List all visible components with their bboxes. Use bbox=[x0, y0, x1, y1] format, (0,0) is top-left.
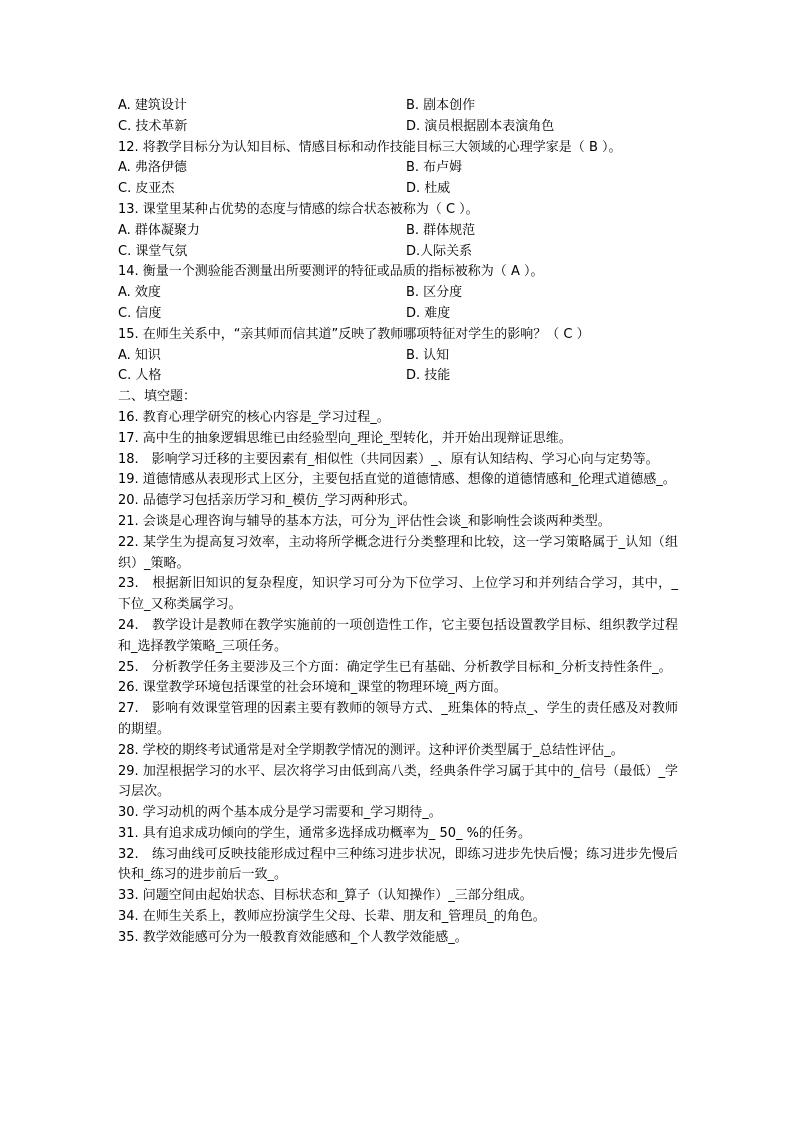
section-heading: 二、填空题： bbox=[118, 389, 197, 405]
option-c: C. 皮亚杰 bbox=[118, 181, 175, 197]
option-d: D. 难度 bbox=[406, 305, 451, 321]
question-13-stem: 13. 课堂里某种占优势的态度与情感的综合状态被称为（ C ）。 bbox=[118, 201, 479, 217]
option-row bbox=[118, 346, 678, 367]
option-row bbox=[118, 96, 678, 117]
option-c: C. 技术革新 bbox=[118, 118, 188, 134]
option-b: B. 区分度 bbox=[406, 285, 463, 301]
option-c: C. 信度 bbox=[118, 305, 162, 321]
fill-question-20: 20. 品德学习包括亲历学习和_模仿_学习两种形式。 bbox=[118, 493, 416, 509]
option-d: D. 演员根据剧本表演角色 bbox=[406, 118, 555, 134]
option-b: B. 布卢姆 bbox=[406, 160, 463, 176]
option-d: D.人际关系 bbox=[406, 243, 473, 259]
option-b: B. 剧本创作 bbox=[406, 98, 476, 113]
document-page bbox=[118, 96, 678, 949]
option-d: D. 杜威 bbox=[406, 181, 451, 197]
option-b: B. 群体规范 bbox=[406, 222, 476, 238]
option-a: A. 知识 bbox=[118, 347, 161, 363]
option-row bbox=[118, 242, 678, 263]
fill-question-18: 18. 影响学习迁移的主要因素有_相似性（共同因素）_、原有认知结构、学习心向与定势等。 bbox=[118, 451, 659, 467]
fill-question-23: 23. 根据新旧知识的复杂程度，知识学习可分为下位学习、上位学习和并列结合学习，其中，_下位_又称类属学习。 bbox=[118, 576, 678, 613]
fill-question-21: 21. 会谈是心理咨询与辅导的基本方法，可分为_评估性会谈_和影响性会谈两种类型。 bbox=[118, 513, 611, 529]
option-a: A. 群体凝聚力 bbox=[118, 222, 200, 238]
question-12-stem: 12. 将教学目标分为认知目标、情感目标和动作技能目标三大领域的心理学家是（ B ）。 bbox=[118, 139, 622, 155]
option-row bbox=[118, 304, 678, 325]
option-a: A. 建筑设计 bbox=[118, 98, 187, 113]
fill-question-26: 26. 课堂教学环境包括课堂的社会环境和_课堂的物理环境_两方面。 bbox=[118, 680, 507, 696]
fill-question-33: 33. 问题空间由起始状态、目标状态和_算子（认知操作）_三部分组成。 bbox=[118, 888, 533, 904]
fill-question-35: 35. 教学效能感可分为一般教育效能感和_个人教学效能感_。 bbox=[118, 929, 468, 945]
fill-question-27: 27. 影响有效课堂管理的因素主要有教师的领导方式、_班集体的特点_、学生的责任感及对教师的期望。 bbox=[118, 701, 678, 737]
fill-question-32: 32. 练习曲线可反映技能形成过程中三种练习进步状况，即练习进步先快后慢；练习进步先慢后快和_练习的进步前后一致_。 bbox=[118, 846, 678, 883]
option-row bbox=[118, 117, 678, 138]
fill-question-30: 30. 学习动机的两个基本成分是学习需要和_学习期待_。 bbox=[118, 805, 442, 821]
question-14-stem: 14. 衡量一个测验能否测量出所要测评的特征或品质的指标被称为（ A ）。 bbox=[118, 264, 544, 280]
option-b: B. 认知 bbox=[406, 347, 450, 363]
option-row bbox=[118, 366, 678, 387]
fill-question-17: 17. 高中生的抽象逻辑思维已由经验型向_理论_型转化，并开始出现辩证思维。 bbox=[118, 430, 572, 446]
option-c: C. 人格 bbox=[118, 368, 162, 384]
fill-question-31: 31. 具有追求成功倾向的学生，通常多选择成功概率为_ 50_ %的任务。 bbox=[118, 825, 531, 841]
option-c: C. 课堂气氛 bbox=[118, 243, 188, 259]
fill-question-29: 29. 加涅根据学习的水平、层次将学习由低到高八类，经典条件学习属于其中的_信号（最低）_学习层次。 bbox=[118, 763, 678, 800]
option-row bbox=[118, 283, 678, 304]
fill-question-24: 24. 教学设计是教师在教学实施前的一项创造性工作，它主要包括设置教学目标、组织教学过程和_选择教学策略_三项任务。 bbox=[118, 617, 678, 654]
option-row bbox=[118, 158, 678, 179]
option-a: A. 弗洛伊德 bbox=[118, 160, 187, 176]
fill-question-28: 28. 学校的期终考试通常是对全学期教学情况的测评。这种评价类型属于_总结性评估_。 bbox=[118, 742, 624, 758]
fill-question-25: 25. 分析教学任务主要涉及三个方面：确定学生已有基础、分析教学目标和_分析支持性条件_。 bbox=[118, 659, 672, 675]
fill-question-22: 22. 某学生为提高复习效率，主动将所学概念进行分类整理和比较，这一学习策略属于_认知（组织）_策略。 bbox=[118, 534, 678, 571]
option-row bbox=[118, 179, 678, 200]
fill-question-19: 19. 道德情感从表现形式上区分，主要包括直觉的道德情感、想像的道德情感和_伦理式道德感_。 bbox=[118, 472, 676, 488]
option-row bbox=[118, 221, 678, 242]
fill-question-34: 34. 在师生关系上，教师应扮演学生父母、长辈、朋友和_管理员_的角色。 bbox=[118, 909, 546, 925]
option-d: D. 技能 bbox=[406, 368, 451, 384]
option-a: A. 效度 bbox=[118, 285, 161, 301]
question-15-stem: 15. 在师生关系中，“亲其师而信其道”反映了教师哪项特征对学生的影响？（ C ） bbox=[118, 326, 590, 342]
fill-question-16: 16. 教育心理学研究的核心内容是_学习过程_。 bbox=[118, 409, 390, 425]
